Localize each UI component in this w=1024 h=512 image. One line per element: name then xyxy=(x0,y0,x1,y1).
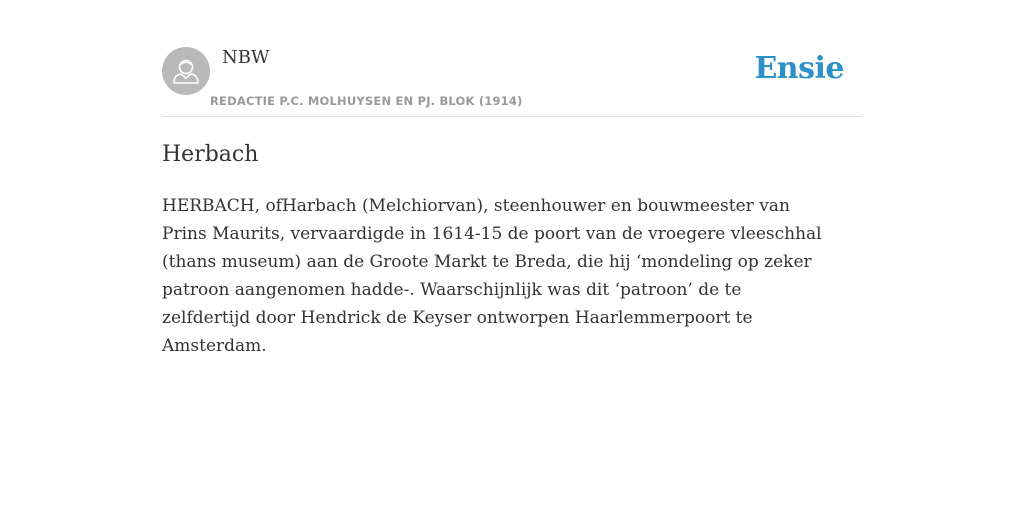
entry-body: HERBACH, ofHarbach (Melchiorvan), steenhouwer en bouwmeester van Prins Maurits, vervaardigde in 1614-15 de poort van de vroegere vleeschhal (thans museum) aan de Groote Markt te Breda, die hij ‘mondeling op zeker patroon aangenomen hadde-. Waarschijnlijk was dit ‘patroon’ de te zelfdertijd door Hendrick de Keyser ontworpen Haarlemmerpoort te Amsterdam. xyxy=(162,196,822,356)
user-icon xyxy=(162,47,210,95)
author-name[interactable]: NBW xyxy=(222,47,270,68)
ensie-logo[interactable]: Ensie xyxy=(754,51,844,86)
author-avatar[interactable] xyxy=(162,47,210,95)
entry-title: Herbach xyxy=(162,142,259,167)
entry-header xyxy=(162,0,862,117)
source-subtitle: REDACTIE P.C. MOLHUYSEN EN PJ. BLOK (1914) xyxy=(210,94,523,108)
entry-card xyxy=(162,0,862,512)
